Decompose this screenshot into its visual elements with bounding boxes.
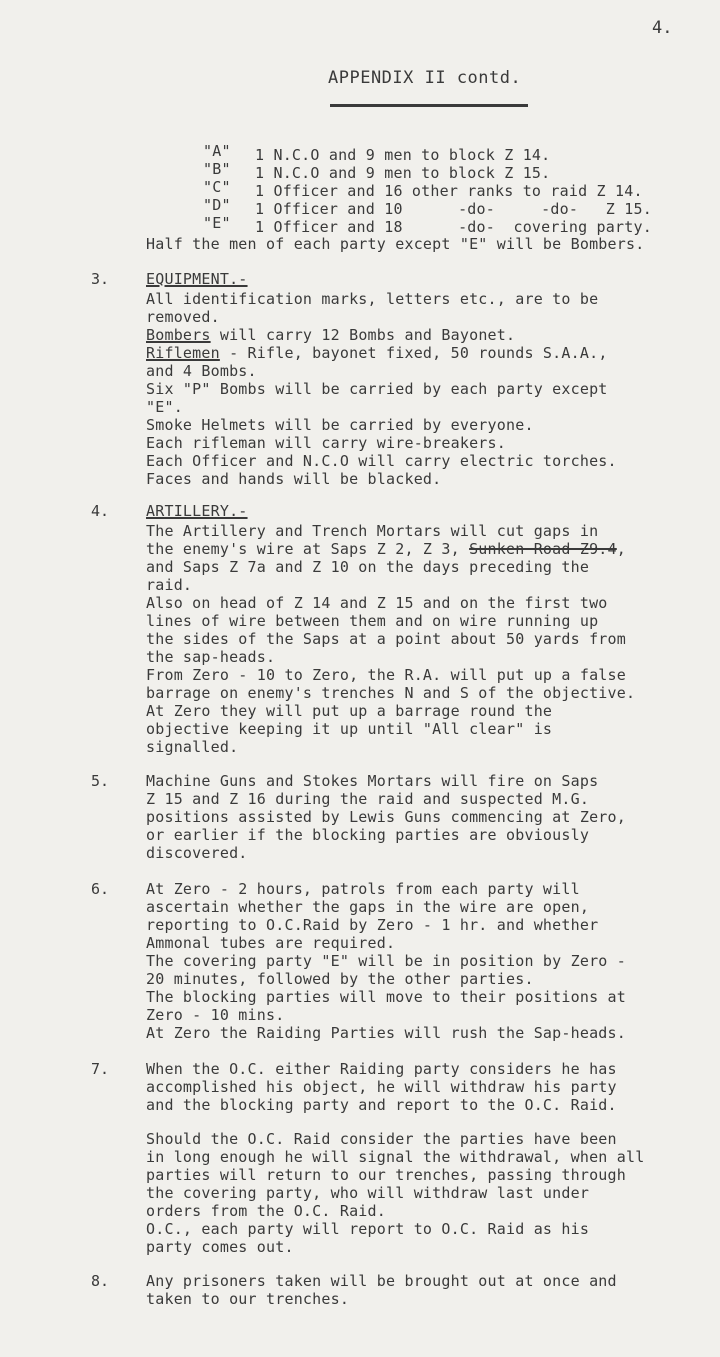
text-line: lines of wire between them and on wire running up (146, 612, 599, 630)
text-line: reporting to O.C.Raid by Zero - 1 hr. and whether (146, 916, 599, 934)
party-text-e: 1 Officer and 18 -do- covering party. (255, 218, 652, 236)
text-line: parties will return to our trenches, passing through (146, 1166, 626, 1184)
text-line: Ammonal tubes are required. (146, 934, 396, 952)
section-heading-equipment: EQUIPMENT.- (146, 270, 248, 288)
text-line: and Saps Z 7a and Z 10 on the days preceding the (146, 558, 590, 576)
party-text-c: 1 Officer and 16 other ranks to raid Z 14. (255, 182, 643, 200)
text-line: accomplished his object, he will withdraw his party (146, 1078, 617, 1096)
section-number-6: 6. (91, 880, 110, 898)
text-line: At Zero they will put up a barrage round the (146, 702, 553, 720)
party-text-d: 1 Officer and 10 -do- -do- Z 15. (255, 200, 652, 218)
party-letter-d: "D" (203, 196, 231, 214)
text-line: and 4 Bombs. (146, 362, 257, 380)
party-letter-b: "B" (203, 160, 231, 178)
text-line: in long enough he will signal the withdrawal, when all (146, 1148, 645, 1166)
text-line: taken to our trenches. (146, 1290, 350, 1308)
text-line: Faces and hands will be blacked. (146, 470, 442, 488)
text-line: raid. (146, 576, 193, 594)
party-letter-a: "A" (203, 142, 231, 160)
text-line: Zero - 10 mins. (146, 1006, 285, 1024)
text-line: When the O.C. either Raiding party considers he has (146, 1060, 617, 1078)
text-line: positions assisted by Lewis Guns commencing at Zero, (146, 808, 626, 826)
text-line: Z 15 and Z 16 during the raid and suspected M.G. (146, 790, 590, 808)
text-line (146, 540, 626, 558)
text-line: Smoke Helmets will be carried by everyone. (146, 416, 534, 434)
text-line: All identification marks, letters etc., are to be (146, 290, 599, 308)
party-text-b: 1 N.C.O and 9 men to block Z 15. (255, 164, 551, 182)
text-line: Six "P" Bombs will be carried by each party except (146, 380, 608, 398)
text-line: barrage on enemy's trenches N and S of the objective. (146, 684, 636, 702)
bombers-note: Half the men of each party except "E" will be Bombers. (146, 235, 645, 253)
saps-text: the enemy's wire at Saps Z 2, Z 3, (146, 540, 470, 558)
text-line: Each rifleman will carry wire-breakers. (146, 434, 506, 452)
text-line: The blocking parties will move to their positions at (146, 988, 626, 1006)
section-number-7: 7. (91, 1060, 110, 1078)
text-line (146, 326, 515, 344)
text-line: party comes out. (146, 1238, 294, 1256)
text-line: Should the O.C. Raid consider the parties have been (146, 1130, 617, 1148)
text-line: At Zero the Raiding Parties will rush the Sap-heads. (146, 1024, 626, 1042)
text-line: signalled. (146, 738, 239, 756)
text-line (146, 344, 608, 362)
text-line: or earlier if the blocking parties are obviously (146, 826, 590, 844)
section-number-3: 3. (91, 270, 110, 288)
text-line: The covering party "E" will be in position by Zero - (146, 952, 626, 970)
section-number-5: 5. (91, 772, 110, 790)
text-line: objective keeping it up until "All clear" is (146, 720, 553, 738)
party-letter-e: "E" (203, 214, 231, 232)
text-line: removed. (146, 308, 220, 326)
riflemen-text: - Rifle, bayonet fixed, 50 rounds S.A.A., (219, 344, 608, 362)
text-line: 20 minutes, followed by the other parties. (146, 970, 534, 988)
text-line: Each Officer and N.C.O will carry electric torches. (146, 452, 617, 470)
party-text-a: 1 N.C.O and 9 men to block Z 14. (255, 146, 551, 164)
text-line: discovered. (146, 844, 248, 862)
text-line: the covering party, who will withdraw last under (146, 1184, 590, 1202)
bombers-text: will carry 12 Bombs and Bayonet. (210, 326, 516, 344)
struck-text: Sunken Road Z9.4 (469, 540, 617, 558)
riflemen-label: Riflemen (146, 344, 220, 362)
text-line: O.C., each party will report to O.C. Raid as his (146, 1220, 590, 1238)
text-line: "E". (146, 398, 183, 416)
text-line: Any prisoners taken will be brought out at once and (146, 1272, 617, 1290)
section-number-4: 4. (91, 502, 110, 520)
text-line: ascertain whether the gaps in the wire are open, (146, 898, 590, 916)
text-line: the sides of the Saps at a point about 50 yards from (146, 630, 626, 648)
text-line: orders from the O.C. Raid. (146, 1202, 386, 1220)
text-line: the sap-heads. (146, 648, 276, 666)
page-number: 4. (652, 18, 673, 38)
text-line: The Artillery and Trench Mortars will cut gaps in (146, 522, 599, 540)
section-heading-artillery: ARTILLERY.- (146, 502, 248, 520)
text-line: At Zero - 2 hours, patrols from each party will (146, 880, 580, 898)
text-line: Also on head of Z 14 and Z 15 and on the first two (146, 594, 608, 612)
page-title: APPENDIX II contd. (328, 68, 522, 88)
text-line: Machine Guns and Stokes Mortars will fire on Saps (146, 772, 599, 790)
bombers-label: Bombers (146, 326, 211, 344)
text-line: and the blocking party and report to the O.C. Raid. (146, 1096, 617, 1114)
title-underline (330, 104, 528, 107)
party-letter-c: "C" (203, 178, 231, 196)
comma: , (616, 540, 627, 558)
section-number-8: 8. (91, 1272, 110, 1290)
text-line: From Zero - 10 to Zero, the R.A. will put up a false (146, 666, 626, 684)
